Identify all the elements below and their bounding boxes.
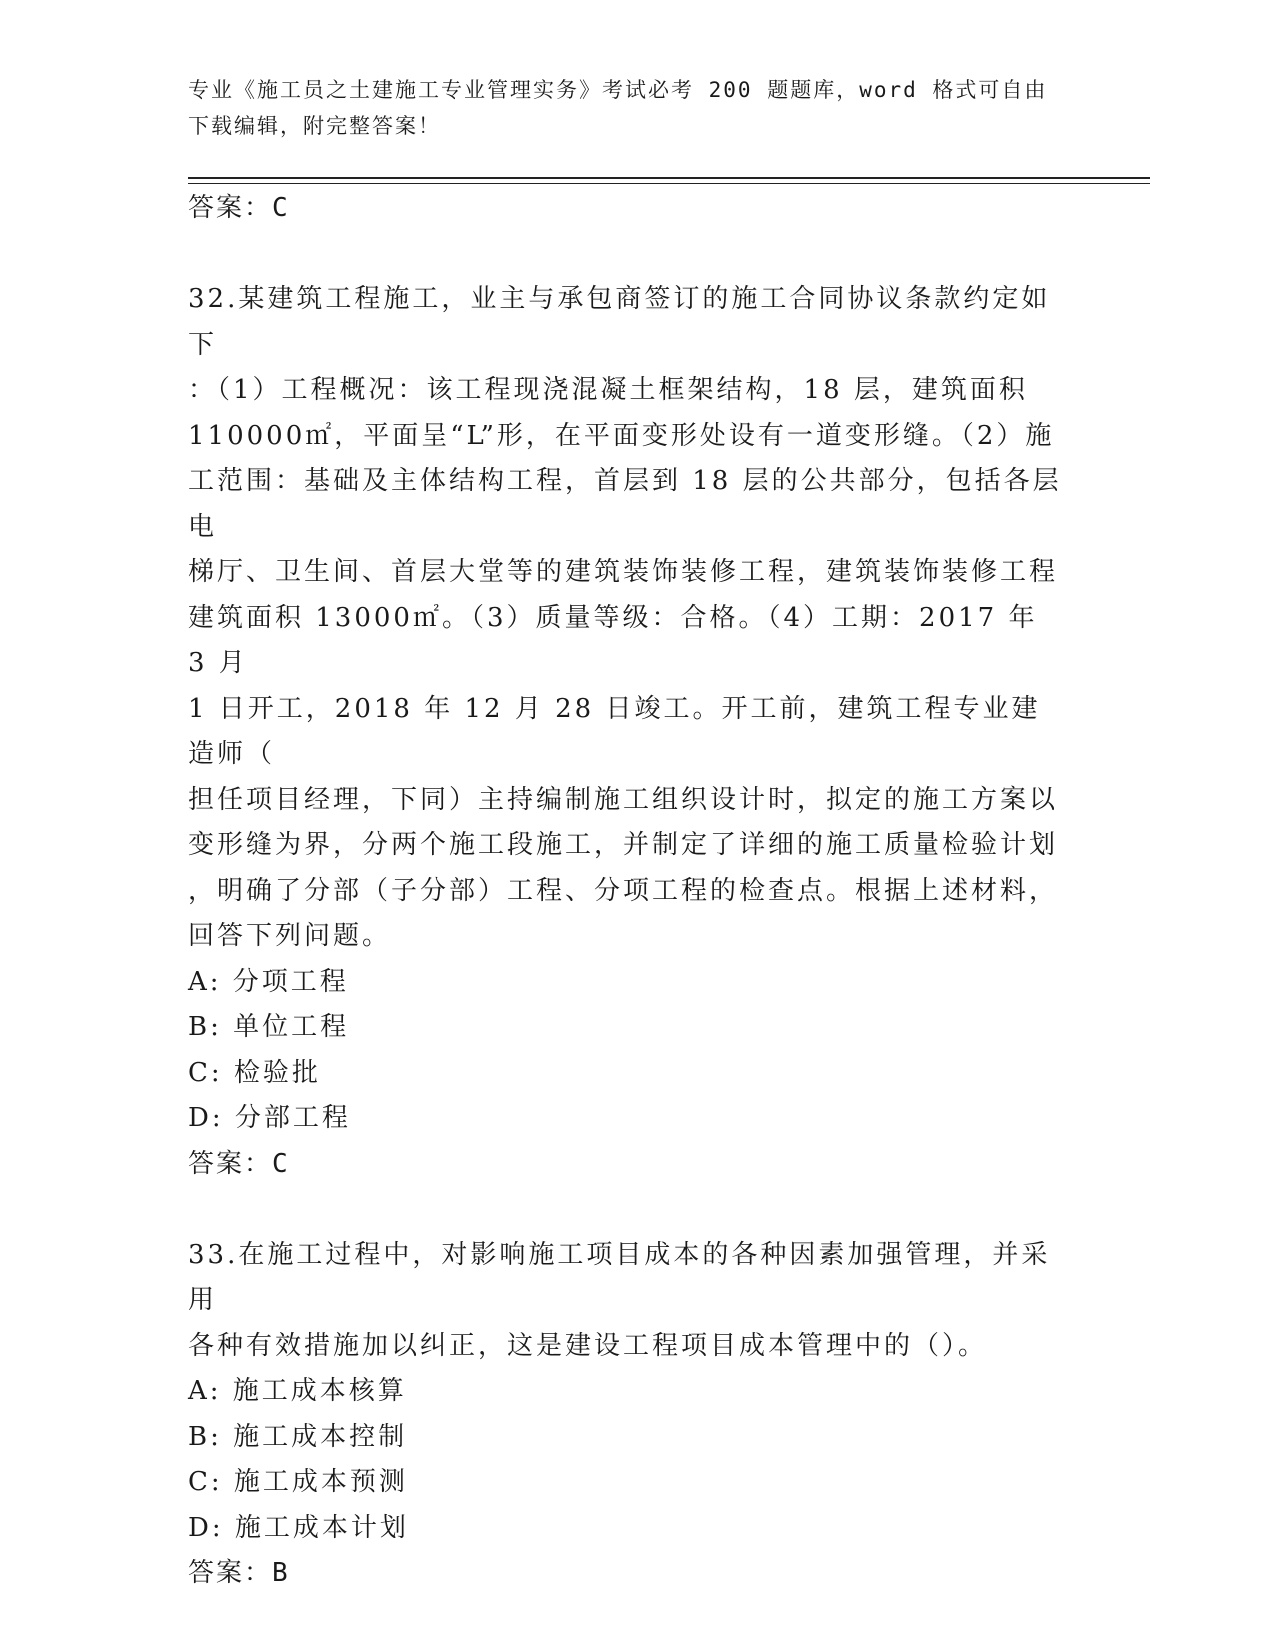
question-32-line: ：（1）工程概况：该工程现浇混凝土框架结构，18 层，建筑面积 xyxy=(188,375,1028,405)
question-32-line: 1 日开工，2018 年 12 月 28 日竣工。开工前，建筑工程专业建造师（ xyxy=(188,693,1041,769)
question-33 xyxy=(188,1233,1068,1597)
question-32-line: 32.某建筑工程施工，业主与承包商签订的施工合同协议条款约定如下 xyxy=(188,284,1051,360)
header-rule-thin xyxy=(188,183,1150,184)
question-32-line: 梯厅、卫生间、首层大堂等的建筑装饰装修工程，建筑装饰装修工程 xyxy=(188,557,1059,587)
question-33-line: 各种有效措施加以纠正，这是建设工程项目成本管理中的（）。 xyxy=(188,1330,988,1361)
document-header xyxy=(188,72,1068,144)
question-32-line: 工范围：基础及主体结构工程，首层到 18 层的公共部分，包括各层电 xyxy=(188,466,1062,542)
question-32-line: 回答下列问题。 xyxy=(188,921,392,951)
header-line-1: 专业《施工员之土建施工专业管理实务》考试必考 200 题题库，word 格式可自由 xyxy=(188,78,1048,102)
question-32-option-b: B: 单位工程 xyxy=(188,1012,350,1042)
spacer xyxy=(188,1187,1068,1233)
question-33-option-d: D: 施工成本计划 xyxy=(188,1512,409,1543)
question-32-option-d: D: 分部工程 xyxy=(188,1103,351,1133)
header-rule-thick xyxy=(188,177,1150,179)
previous-answer: 答案：C xyxy=(188,193,290,223)
question-33-option-c: C: 施工成本预测 xyxy=(188,1467,408,1497)
header-line-2: 下载编辑，附完整答案！ xyxy=(188,114,441,138)
document-body xyxy=(188,186,1068,1597)
question-33-answer: 答案：B xyxy=(188,1558,290,1588)
question-32-line: 110000㎡，平面呈“L”形，在平面变形处设有一道变形缝。（2）施 xyxy=(188,420,1055,451)
question-33-option-b: B: 施工成本控制 xyxy=(188,1421,408,1452)
question-33-option-a: A: 施工成本核算 xyxy=(188,1376,407,1406)
question-32-option-a: A: 分项工程 xyxy=(188,966,349,997)
question-32 xyxy=(188,277,1068,1187)
question-32-line: 建筑面积 13000㎡。（3）质量等级：合格。（4）工期：2017 年 3 月 xyxy=(188,602,1038,678)
question-32-line: ，明确了分部（子分部）工程、分项工程的检查点。根据上述材料， xyxy=(188,875,1059,906)
question-32-option-c: C: 检验批 xyxy=(188,1057,321,1088)
spacer xyxy=(188,232,1068,278)
question-32-line: 变形缝为界，分两个施工段施工，并制定了详细的施工质量检验计划 xyxy=(188,830,1059,860)
question-32-line: 担任项目经理，下同）主持编制施工组织设计时，拟定的施工方案以 xyxy=(188,784,1059,815)
question-32-answer: 答案：C xyxy=(188,1148,290,1179)
question-33-line: 33.在施工过程中，对影响施工项目成本的各种因素加强管理，并采用 xyxy=(188,1239,1051,1315)
